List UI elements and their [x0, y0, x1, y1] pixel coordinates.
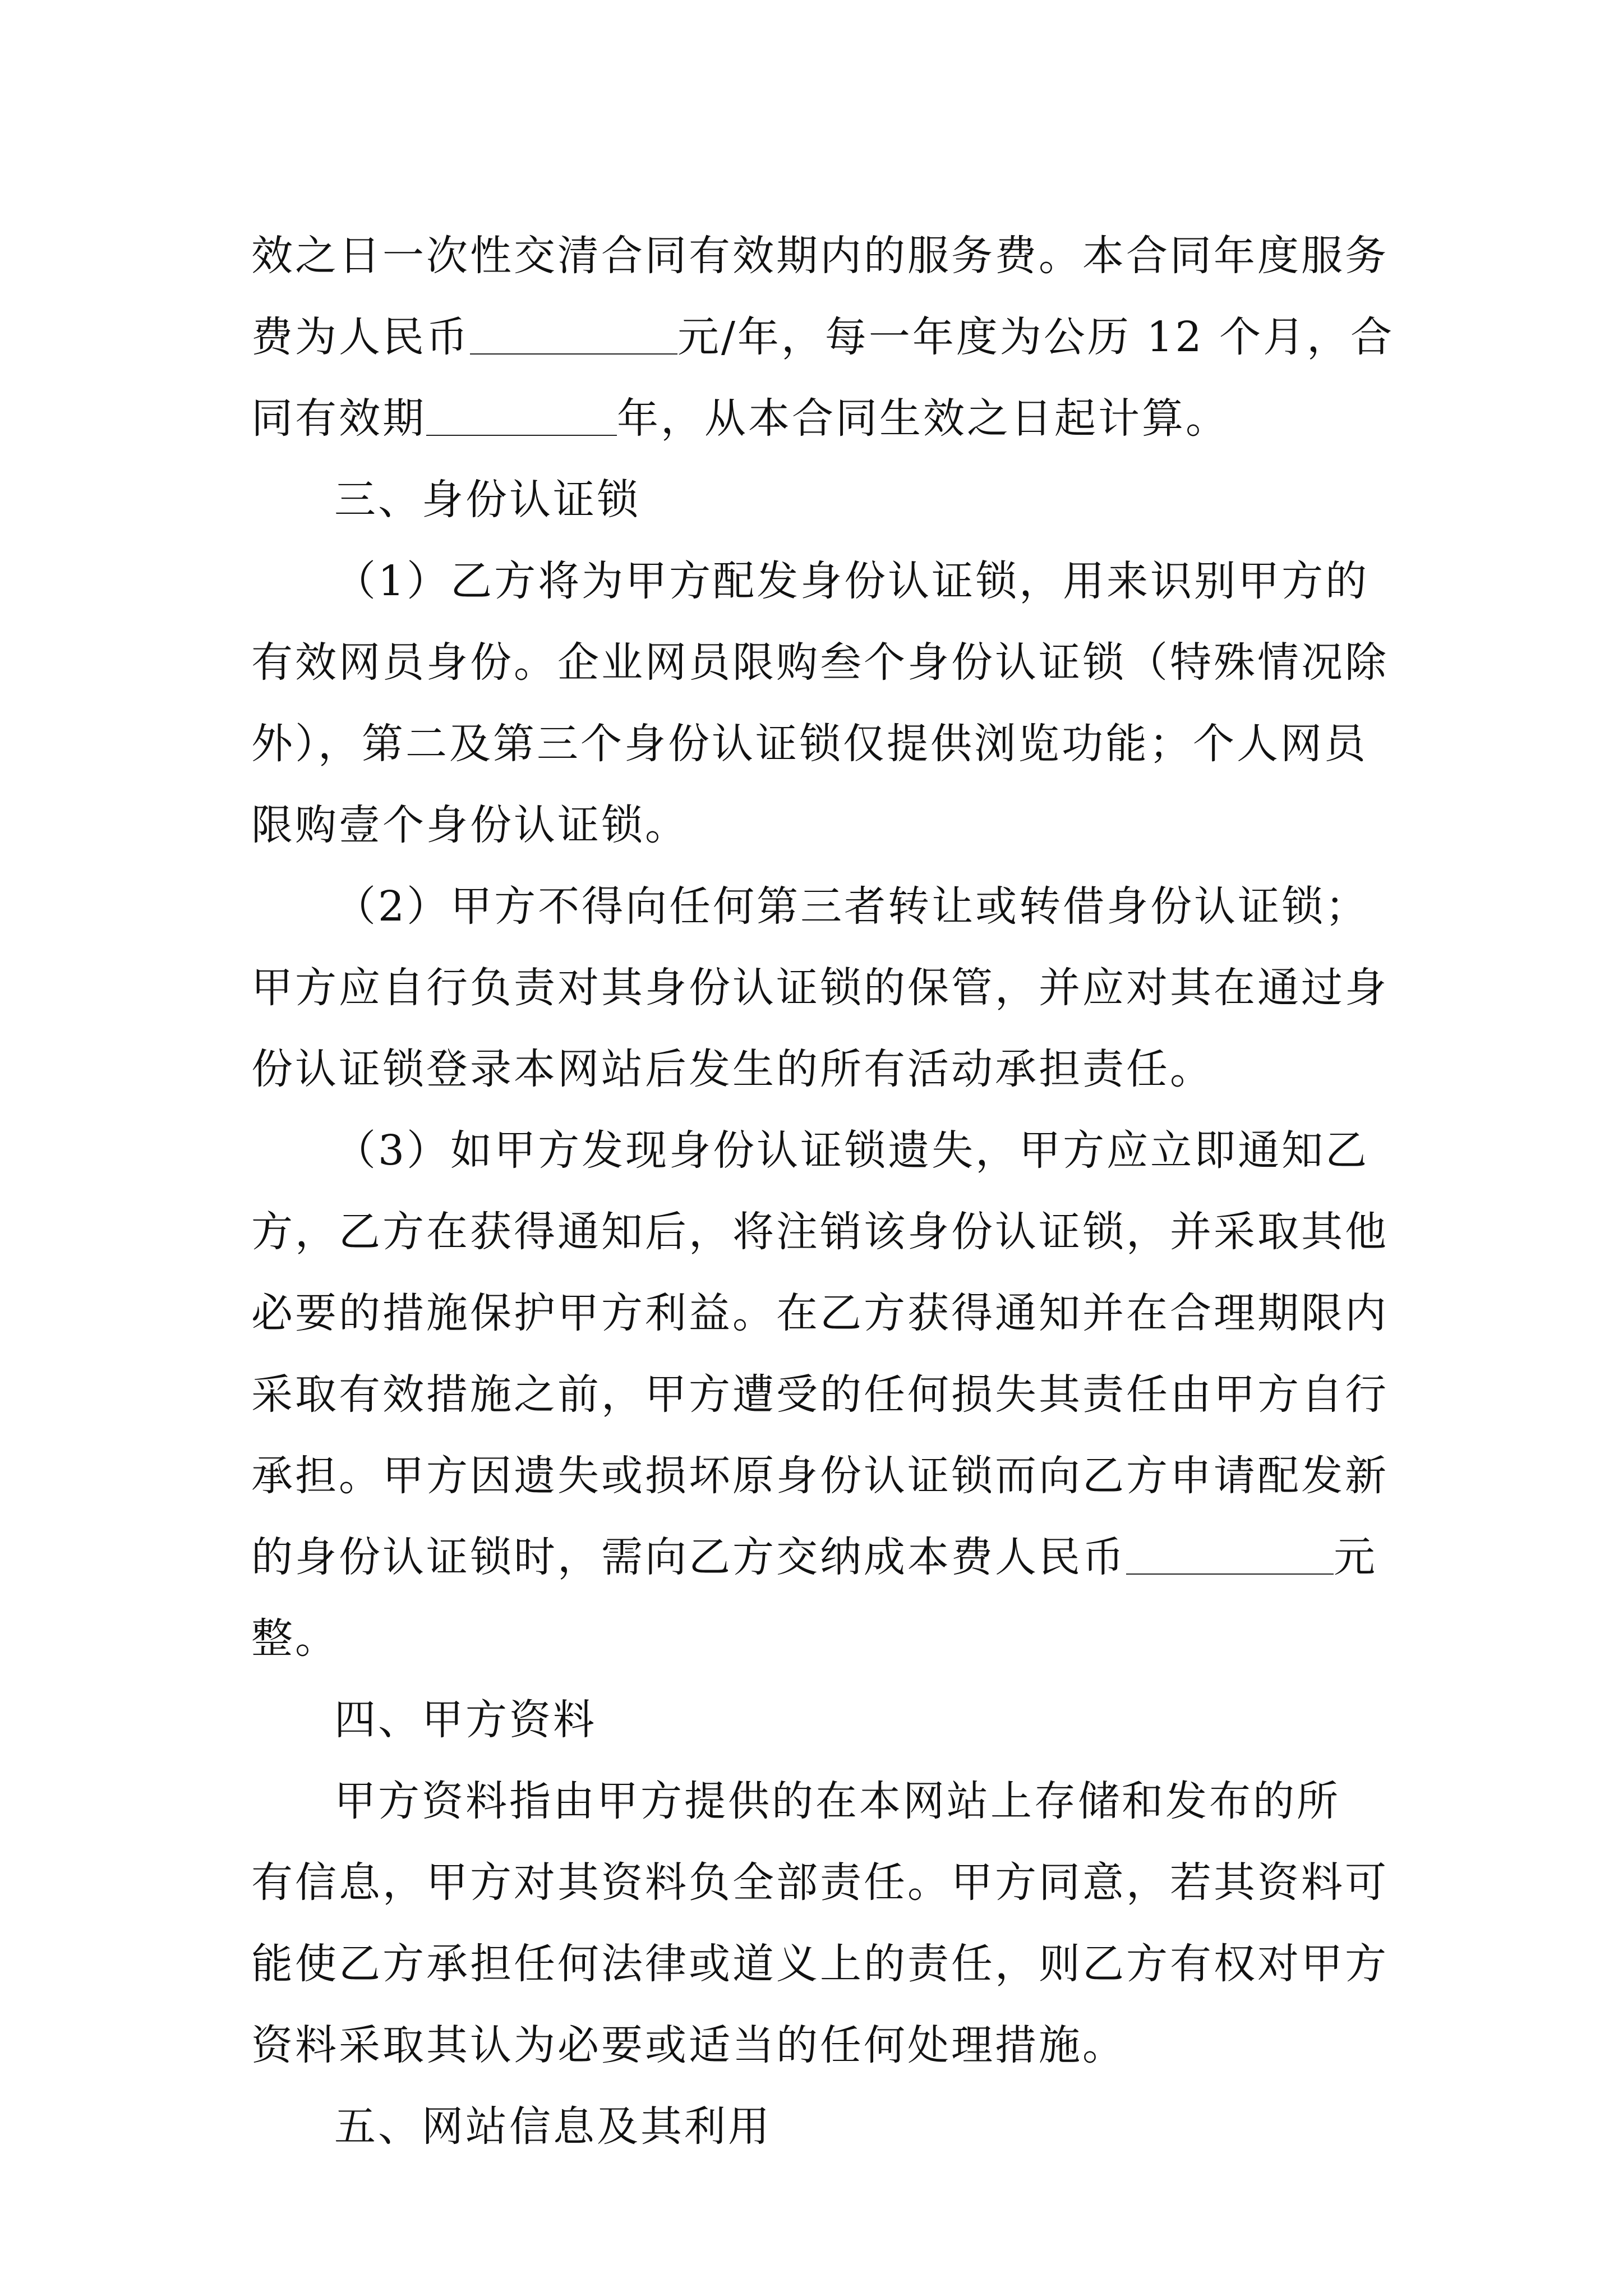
- paragraph-line: 整。: [251, 1614, 339, 1663]
- text-span: 费为人民币: [251, 313, 470, 361]
- paragraph-line: [251, 378, 1384, 459]
- paragraph-line: 方，乙方在获得通知后，将注销该身份认证锁，并采取其他: [251, 1208, 1389, 1256]
- paragraph-line: 份认证锁登录本网站后发生的所有活动承担责任。: [251, 1045, 1214, 1093]
- paragraph-line: 承担。甲方因遗失或损坏原身份认证锁而向乙方申请配发新: [251, 1452, 1389, 1500]
- paragraph-line: （3）如甲方发现身份认证锁遗失，甲方应立即通知乙: [334, 1126, 1370, 1175]
- paragraph-line: [251, 1517, 1384, 1598]
- text-span: 元: [1334, 1533, 1377, 1581]
- section-heading: 五、网站信息及其利用: [334, 2102, 772, 2151]
- text-span: 的身份认证锁时，需向乙方交纳成本费人民币: [251, 1533, 1126, 1581]
- paragraph-line: 限购壹个身份认证锁。: [251, 801, 689, 849]
- text-span: 年，从本合同生效之日起计算。: [617, 394, 1229, 443]
- paragraph-line: 外），第二及第三个身份认证锁仅提供浏览功能；个人网员: [251, 720, 1368, 768]
- paragraph-line: 甲方资料指由甲方提供的在本网站上存储和发布的所: [334, 1777, 1340, 1825]
- paragraph-line: （1）乙方将为甲方配发身份认证锁，用来识别甲方的: [334, 557, 1370, 605]
- text-span: 同有效期: [251, 394, 426, 443]
- paragraph-line: 甲方应自行负责对其身份认证锁的保管，并应对其在通过身: [251, 964, 1389, 1012]
- section-heading: 三、身份认证锁: [334, 476, 640, 524]
- paragraph-line: 能使乙方承担任何法律或道义上的责任，则乙方有权对甲方: [251, 1940, 1389, 1988]
- paragraph-line: 采取有效措施之前，甲方遭受的任何损失其责任由甲方自行: [251, 1370, 1389, 1419]
- paragraph-line: 有信息，甲方对其资料负全部责任。甲方同意，若其资料可: [251, 1858, 1389, 1907]
- paragraph-line: [251, 215, 1389, 297]
- paragraph-line: [251, 297, 1395, 378]
- paragraph-line: 有效网员身份。企业网员限购叁个身份认证锁（特殊情况除: [251, 638, 1389, 687]
- text-span: 元/年，每一年度为公历 12 个月，合: [677, 313, 1395, 361]
- text-span: 效之日一次性交清合同有效期内的服务费。本合同年度服务: [251, 232, 1389, 280]
- document-body: [251, 215, 1395, 2168]
- paragraph-line: （2）甲方不得向任何第三者转让或转借身份认证锁；: [334, 882, 1370, 931]
- paragraph-line: 必要的措施保护甲方利益。在乙方获得通知并在合理期限内: [251, 1289, 1389, 1337]
- cost-fee-blank: [1126, 1533, 1334, 1575]
- annual-fee-blank: [470, 313, 677, 355]
- section-heading: 四、甲方资料: [334, 1696, 597, 1744]
- paragraph-line: 资料采取其认为必要或适当的任何处理措施。: [251, 2021, 1126, 2069]
- term-years-blank: [426, 394, 617, 436]
